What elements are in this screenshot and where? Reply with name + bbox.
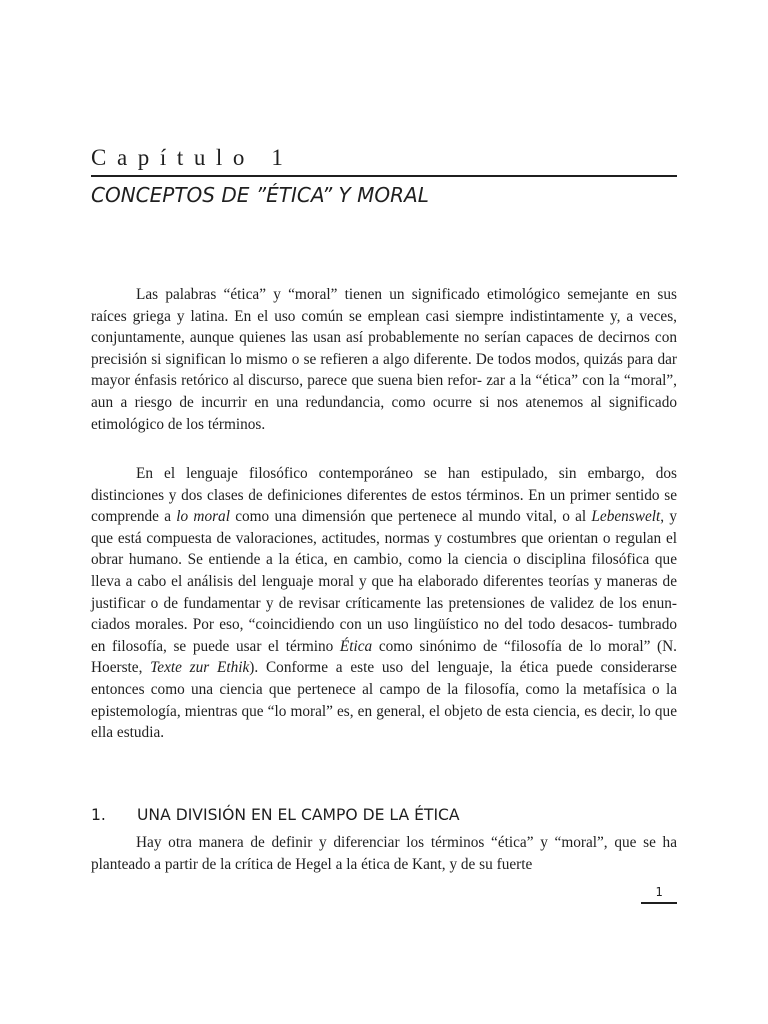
chapter-label: Capítulo 1 <box>91 145 294 170</box>
section-title: UNA DIVISIÓN EN EL CAMPO DE LA ÉTICA <box>137 806 460 824</box>
paragraph-1-text: Las palabras “ética” y “moral” tienen un significado etimológico semejante en sus raíces griega y latina. En el uso común se emplean casi siempre indistintamente y, a veces, conjuntamente, aunque quienes las usan así probablemente no serían capaces de decirnos con precisión si significan lo mismo o se refieren a algo diferente. De todos modos, quizás para dar mayor énfasis retórico al discurso, parece que suena bien refor- zar a la “ética” con la “moral”, aun a riesgo de incurrir en una redundancia, como ocurre si nos atenemos al significado etimológico de los términos. <box>91 286 677 433</box>
emphasis-lo-moral: lo moral <box>176 508 230 526</box>
section-number: 1. <box>91 806 106 824</box>
page-number-underline <box>641 902 677 904</box>
paragraph-2-segment: como una dimensión que pertenece al mundo vital, o al <box>229 508 592 526</box>
paragraph-2 <box>91 463 677 744</box>
chapter-title: CONCEPTOS DE ”ÉTICA” Y MORAL <box>91 183 429 207</box>
paragraph-2-text <box>91 463 677 744</box>
paragraph-3-text: Hay otra manera de definir y diferenciar los términos “ética” y “moral”, que se ha planteado a partir de la crítica de Hegel a la ética de Kant, y de su fuerte <box>91 834 677 873</box>
paragraph-2-segment: como sinónimo de “filosofía de lo moral” (N. Hoerste, <box>91 637 678 677</box>
section-heading <box>91 804 460 826</box>
chapter-divider <box>91 175 677 177</box>
paragraph-2-segment: ). Conforme a este uso del lenguaje, la ética puede considerarse entonces como una ciencia que pertenece al campo de la filosofía, como la metafísica o la epistemología, mientras que “lo moral” es, en general, el objeto de esta ciencia, es decir, lo que ella estudia. <box>91 659 677 742</box>
emphasis-lebenswelt: Lebenswelt <box>591 508 661 526</box>
paragraph-2-segment: , y que está compuesta de valoraciones, actitudes, normas y costumbres que orientan o regulan el obrar humano. Se entiende a la ética, en cambio, como la ciencia o disciplina filosófica que lleva a cabo el análisis del lenguaje moral y que ha elaborado diferentes teorías y maneras de justificar o de fundamentar y de revisar críticamente las pretensiones de validez de los enun- ciados morales. Por eso, “coincidiendo con un uso lingüístico no del todo desacos- tumbrado en filosofía, se puede usar el término <box>91 508 677 655</box>
page-number: 1 <box>655 885 663 899</box>
emphasis-texte-zur-ethik: Texte zur Ethik <box>150 659 250 677</box>
paragraph-3 <box>91 832 677 875</box>
emphasis-etica: Ética <box>339 637 373 655</box>
paragraph-2-segment: En el lenguaje filosófico contemporáneo se han estipulado, sin embargo, dos distinciones y dos clases de definiciones diferentes de estos términos. En un primer sentido se comprende a <box>91 465 677 526</box>
paragraph-1 <box>91 284 677 435</box>
